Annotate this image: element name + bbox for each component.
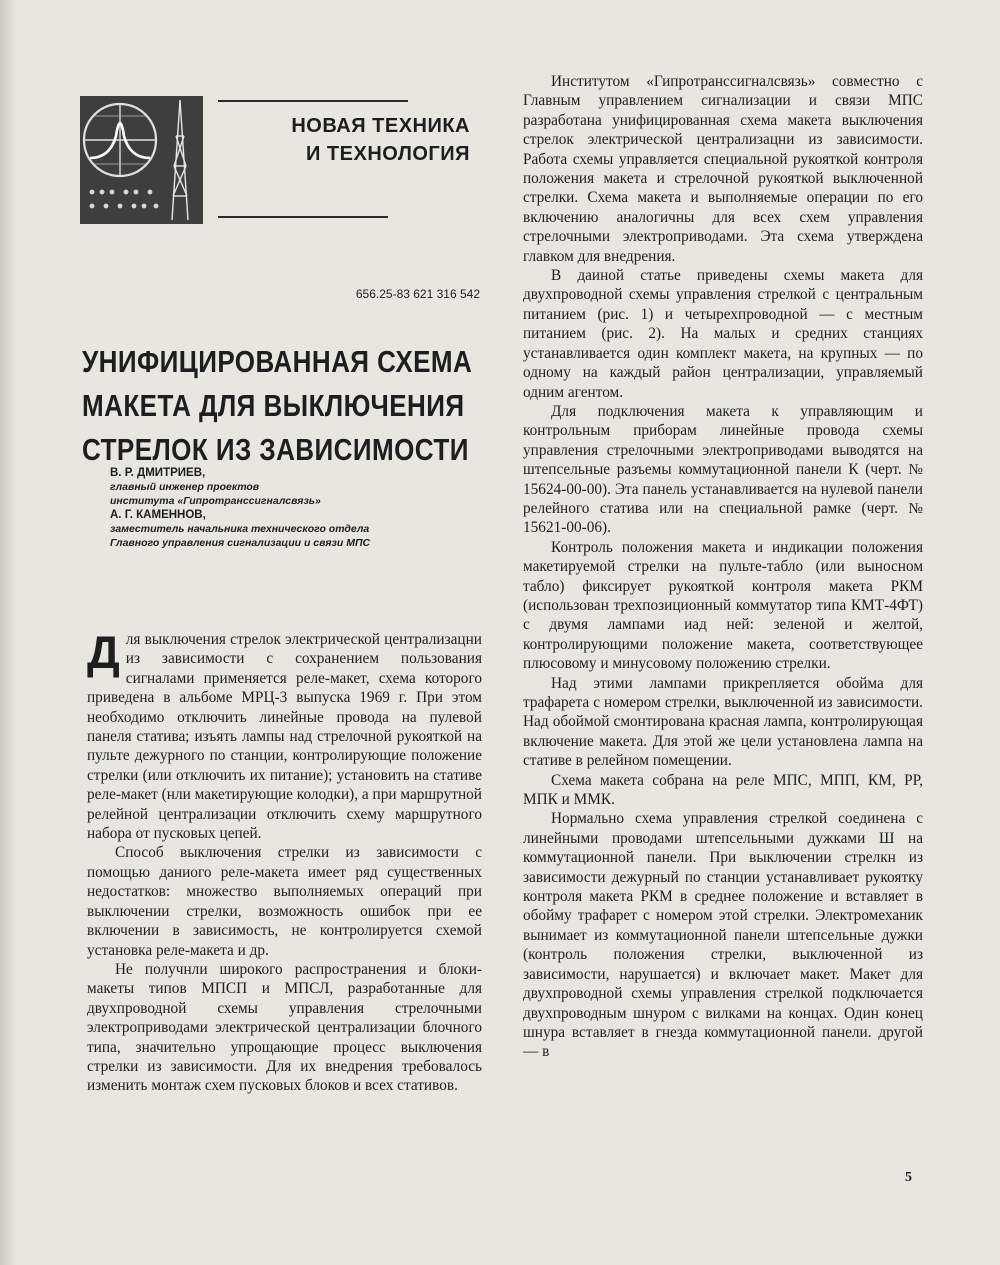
author-role: главный инженер проектов — [110, 481, 260, 493]
body-paragraph: Не получнли широкого распространения и блоки-макеты типов МПСП и МПСЛ, разработанные для двухпроводной схемы управления стрелочными электроприводами электрической централизации блочного типа, значительно упрощающие процесс выключения стрелки из зависимости. Для их внедрения требовалось изменить монтаж схем пусковых блоков и всех стативов. — [87, 960, 482, 1095]
article-title-line: СТРЕЛОК ИЗ ЗАВИСИМОСТИ — [82, 432, 469, 467]
section-title — [240, 112, 470, 168]
body-paragraph — [87, 626, 482, 843]
body-paragraph: В даиной статье приведены схемы макета для двухпроводной схемы управления стрелкой с центральным питанием (рис. 1) и четырехпроводной — с местным питанием (рис. 2). На малых и средних станциях устанавливается один комплект макета, на крупных — по одному на каждый район централизации, управляемый одним агентом. — [523, 267, 923, 401]
body-paragraph: Над этими лампами прикрепляется обойма для трафарета с номером стрелки, выключенной из зависимости. Над обоймой смонтирована красная лампа, контролирующая включение макета. Для этой же цели установлена лампа на стативе в релейном помещении. — [523, 674, 923, 770]
page-number: 5 — [905, 1170, 912, 1185]
header-rule-top — [218, 100, 408, 102]
body-paragraph: Институтом «Гипротранссигналсвязь» совместно с Главным управлением сигнализации и связи МПС разработана унифицированная схема макета выключения стрелок электрической централизацни из зависимости. Работа схемы управляется специальной рукояткой контроля положения макета и стрелочной рукояткой выключенной стрелки. Схема макета и выполняемые операции по его включению аналогичны для всех схем управления стрелочными электроприводами. Эта схема утверждена главком для внедрения. — [523, 73, 923, 265]
section-title-line: И ТЕХНОЛОГИЯ — [305, 143, 470, 165]
article-title-line: УНИФИЦИРОВАННАЯ СХЕМА — [82, 344, 473, 379]
section-title-line: НОВАЯ ТЕХНИКА — [291, 115, 470, 137]
section-emblem-icon — [80, 96, 203, 224]
article-right-column — [523, 72, 923, 1062]
header-rule-bottom — [218, 216, 388, 218]
author-role: заместитель начальника технического отдела — [110, 523, 370, 535]
author-affiliation: института «Гипротранссигналсвязь» — [110, 495, 321, 507]
body-paragraph: Схема макета собрана на реле МПС, МПП, КМ, РР, МПК и ММК. — [523, 771, 923, 809]
author-affiliation: Главного управления сигнализации и связи МПС — [110, 537, 371, 549]
body-paragraph: Нормально схема управления стрелкой соединена с линейными проводами штепсельными дужками Ш на коммутационной панели. При выключении стрелкн из зависимости дежурный по станции устанавливает рукоятку контроля макета РКМ в среднее положение и вставляет в обойму трафарет с номером этой стрелки. Электромеханик вынимает из коммутационной панели штепсельные дужки (контроль положения стрелки, выключенной из зависимости, нарушается) и включает макет. Макет для двухпроводной схемы управления стрелкой подключается двухпроводным шнуром с вилками на концах. Один конец шнура вставляет в гнезда коммутационной панели. другой — в — [523, 810, 923, 1061]
body-paragraph: Для подключения макета к управляющим и контрольным приборам линейные провода схемы управления стрелочными электроприводами выводятся на штепсельные разъемы коммутационной панели К (черт. № 15624-00-00). Эта панель устанавливается на нулевой панели релейного статива или на специальной рамке (черт. № 15621-00-06). — [523, 402, 923, 537]
article-title — [82, 340, 473, 472]
article-left-column — [87, 626, 482, 1096]
udc-code: 656.25-83 621 316 542 — [355, 287, 480, 301]
article-title-line: МАКЕТА ДЛЯ ВЫКЛЮЧЕНИЯ — [82, 388, 465, 423]
drop-cap: Д — [87, 626, 120, 678]
author-name: А. Г. КАМЕННОВ, — [110, 509, 206, 521]
author-name: В. Р. ДМИТРИЕВ, — [110, 467, 206, 479]
body-paragraph: Контроль положения макета и индикации положения макетируемой стрелки на пульте-табло (или выносном табло) фиксирует рукояткой контроля макета РКМ (использован трехпозиционный коммутатор типа КМТ-4ФТ) с двумя лампами иад ней: зеленой и желтой, контролирующими положение макета, соответствующее плюсовому и минусовому положению стрелки. — [523, 538, 923, 673]
paragraph-text: ля выключения стрелок электрической централизацни из зависимости с сохранением пользования сигналами применяется реле-макет, схема которого приведена в альбоме МРЦ-3 выпуска 1969 г. При этом необходимо отключить линейные провода на пулевой панеля статива; изъять лампы над стрелочной рукояткой на пульте дежурного по станции, контролирующие положение стрелки (или отключить их питание); установить на стативе реле-макет (нли макетирующие колодки), а при маршрутной релейной централизации отключить схему маршрутного набора от пусковых цепей. — [87, 631, 482, 843]
authors-block — [110, 466, 490, 550]
page-binding-shadow — [0, 0, 16, 1265]
body-paragraph: Способ выключения стрелки из зависимости с помощью даниого реле-макета имеет ряд существенных недостатков: множество выполняемых операций при выключении стрелки, возможность ошибок при ее включении в зависимость, не контролируется схемой установка реле-макета и др. — [87, 844, 482, 959]
